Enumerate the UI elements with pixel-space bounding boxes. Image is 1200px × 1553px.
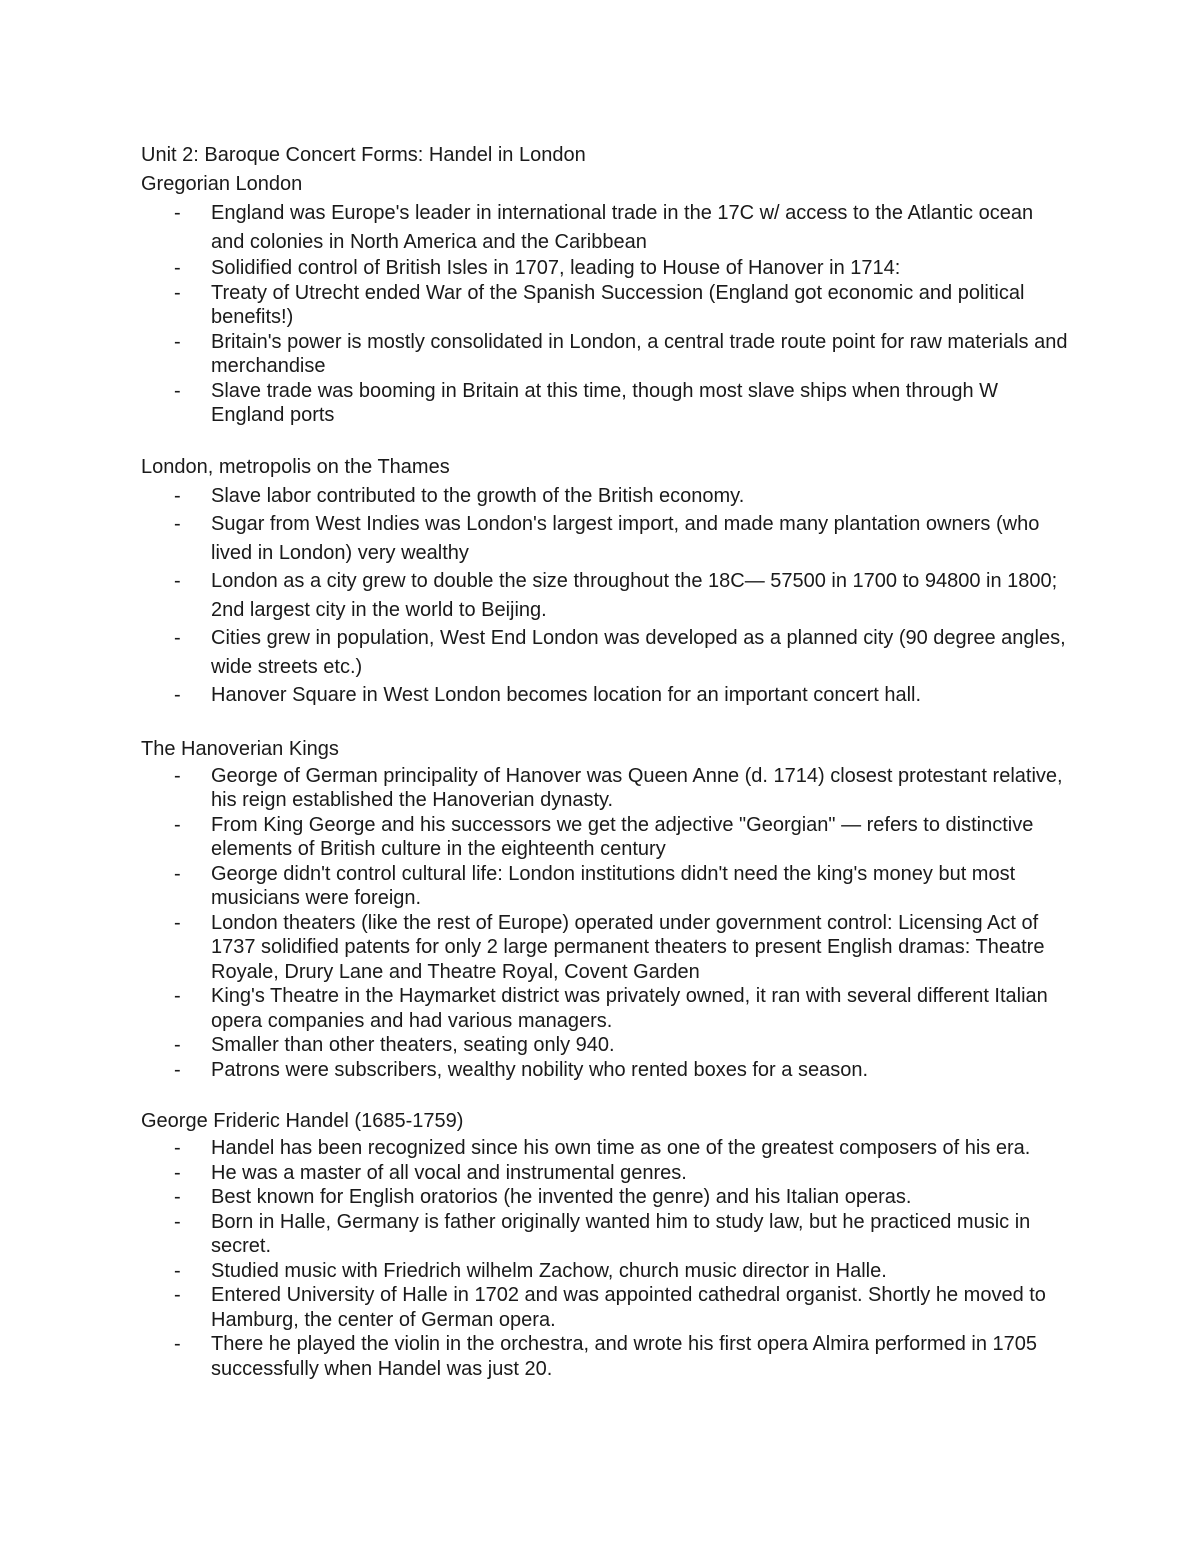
dash-bullet-icon: - [174, 1284, 181, 1306]
bullet-list [141, 199, 1071, 428]
list-item [141, 1033, 1071, 1058]
section-spacer [141, 1082, 1071, 1107]
list-item [141, 681, 1071, 710]
list-item-text: England was Europe's leader in international trade in the 17C w/ access to the Atlantic ocean and colonies in North America and the Caribbean [211, 202, 1034, 253]
list-item-text: Solidified control of British Isles in 1707, leading to House of Hanover in 1714: [211, 257, 901, 279]
list-item [141, 482, 1071, 511]
list-item [141, 1332, 1071, 1381]
dash-bullet-icon: - [174, 379, 181, 402]
document-title: Unit 2: Baroque Concert Forms: Handel in London [141, 144, 586, 166]
list-item-text: Handel has been recognized since his own time as one of the greatest composers of his era. [211, 1137, 1031, 1159]
dash-bullet-icon: - [174, 1161, 181, 1184]
list-item [141, 1058, 1071, 1083]
section-spacer [141, 428, 1071, 453]
list-item [141, 330, 1071, 379]
dash-bullet-icon: - [174, 684, 181, 706]
dash-bullet-icon: - [174, 1034, 181, 1056]
list-item-text: Slave trade was booming in Britain at this time, though most slave ships when through W England ports [211, 379, 999, 426]
list-item-text: There he played the violin in the orchestra, and wrote his first opera Almira performed in 1705 successfully when Handel was just 20. [211, 1333, 1037, 1380]
list-item-text: London theaters (like the rest of Europe) operated under government control: Licensing Act of 1737 solidified patents for only 2 large permanent theaters to present English dramas: Theatre Royale, Drury Lane and Theatre Royal, Covent Garden [211, 911, 1045, 983]
dash-bullet-icon: - [174, 862, 181, 885]
section-heading: Gregorian London [141, 173, 303, 195]
dash-bullet-icon: - [174, 257, 181, 279]
list-item [141, 510, 1071, 567]
list-item [141, 813, 1071, 862]
dash-bullet-icon: - [174, 513, 181, 535]
list-item [141, 1136, 1071, 1161]
list-item-text: Cities grew in population, West End London was developed as a planned city (90 degree angles, wide streets etc.) [211, 627, 1066, 678]
list-item-text: King's Theatre in the Haymarket district was privately owned, it ran with several different Italian opera companies and had various managers. [211, 985, 1048, 1032]
section-heading: London, metropolis on the Thames [141, 455, 450, 478]
section-handel [141, 1107, 1071, 1381]
list-item-text: Entered University of Halle in 1702 and was appointed cathedral organist. Shortly he moved to Hamburg, the center of German opera. [211, 1284, 1046, 1331]
dash-bullet-icon: - [174, 1333, 181, 1355]
dash-bullet-icon: - [174, 985, 181, 1007]
dash-bullet-icon: - [174, 1058, 181, 1081]
list-item [141, 1161, 1071, 1186]
dash-bullet-icon: - [174, 764, 181, 787]
section-heading: George Frideric Handel (1685-1759) [141, 1110, 464, 1132]
list-item-text: From King George and his successors we get the adjective "Georgian" — refers to distinctive elements of British culture in the eighteenth century [211, 813, 1034, 860]
list-item-text: Treaty of Utrecht ended War of the Spanish Succession (England got economic and political benefits!) [211, 281, 1025, 328]
list-item-text: Britain's power is mostly consolidated in London, a central trade route point for raw materials and merchandise [211, 330, 1068, 377]
list-item-text: Born in Halle, Germany is father originally wanted him to study law, but he practiced music in secret. [211, 1210, 1031, 1257]
list-item [141, 199, 1071, 256]
dash-bullet-icon: - [174, 1210, 181, 1233]
list-item-text: Best known for English oratorios (he invented the genre) and his Italian operas. [211, 1186, 912, 1208]
dash-bullet-icon: - [174, 281, 181, 304]
list-item-text: Slave labor contributed to the growth of the British economy. [211, 484, 745, 507]
list-item-text: London as a city grew to double the size throughout the 18C— 57500 in 1700 to 94800 in 1800; 2nd largest city in the world to Beijing. [211, 570, 1058, 621]
bullet-list [141, 1136, 1071, 1381]
dash-bullet-icon: - [174, 911, 181, 934]
list-item-text: Smaller than other theaters, seating only 940. [211, 1034, 615, 1056]
dash-bullet-icon: - [174, 1186, 181, 1208]
list-item-text: George didn't control cultural life: London institutions didn't need the king's money but most musicians were foreign. [211, 862, 1016, 909]
document-page [141, 141, 1071, 1381]
section-heading: The Hanoverian Kings [141, 737, 339, 760]
list-item-text: Hanover Square in West London becomes location for an important concert hall. [211, 684, 922, 706]
dash-bullet-icon: - [174, 1259, 181, 1282]
list-item-text: George of German principality of Hanover was Queen Anne (d. 1714) closest protestant relative, his reign established the Hanoverian dynasty. [211, 764, 1063, 811]
list-item [141, 256, 1071, 281]
dash-bullet-icon: - [174, 570, 181, 592]
list-item [141, 1210, 1071, 1259]
list-item [141, 624, 1071, 681]
list-item [141, 1259, 1071, 1284]
section-spacer [141, 710, 1071, 735]
list-item [141, 567, 1071, 624]
list-item [141, 764, 1071, 813]
bullet-list [141, 482, 1071, 710]
list-item [141, 281, 1071, 330]
list-item [141, 984, 1071, 1033]
list-item [141, 911, 1071, 985]
dash-bullet-icon: - [174, 484, 181, 507]
dash-bullet-icon: - [174, 330, 181, 353]
dash-bullet-icon: - [174, 202, 181, 224]
list-item [141, 1185, 1071, 1210]
list-item [141, 379, 1071, 428]
dash-bullet-icon: - [174, 813, 181, 836]
list-item-text: Studied music with Friedrich wilhelm Zachow, church music director in Halle. [211, 1259, 887, 1282]
list-item-text: He was a master of all vocal and instrumental genres. [211, 1161, 687, 1184]
list-item [141, 1283, 1071, 1332]
section-gregorian-london [141, 170, 1071, 428]
dash-bullet-icon: - [174, 627, 181, 649]
bullet-list [141, 764, 1071, 1083]
dash-bullet-icon: - [174, 1137, 181, 1159]
list-item-text: Patrons were subscribers, wealthy nobility who rented boxes for a season. [211, 1058, 869, 1081]
list-item [141, 862, 1071, 911]
list-item-text: Sugar from West Indies was London's largest import, and made many plantation owners (who lived in London) very wealthy [211, 513, 1040, 564]
section-hanoverian-kings [141, 735, 1071, 1083]
section-london-metropolis [141, 453, 1071, 710]
